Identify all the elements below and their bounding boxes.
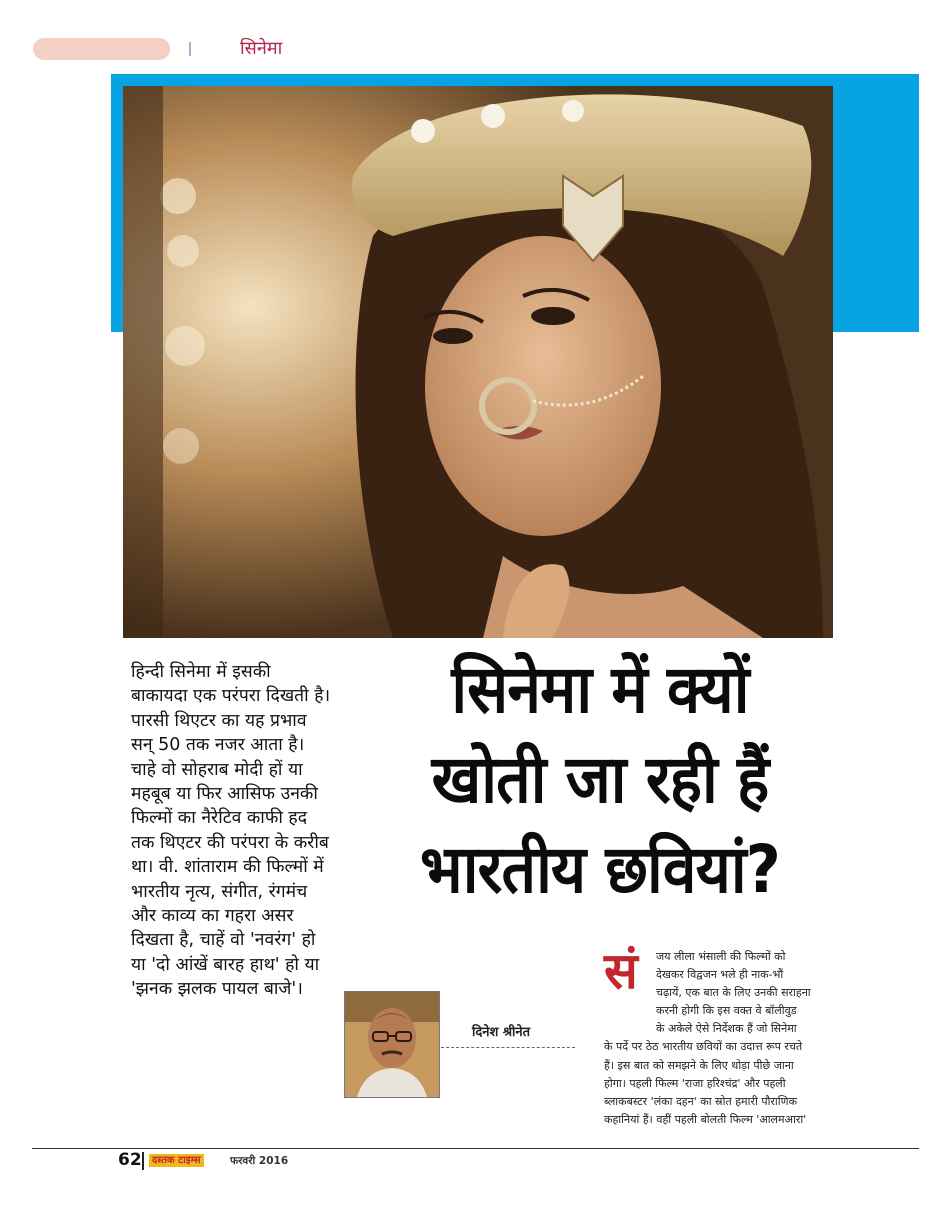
author-leader-line (441, 1047, 575, 1048)
body-line: ब्लाकबस्टर 'लंका दहन' का स्रोत हमारी पौराणिक (604, 1094, 798, 1108)
intro-paragraph: हिन्दी सिनेमा में इसकी बाकायदा एक परंपरा दिखती है। पारसी थिएटर का यह प्रभाव सन् 50 तक नजर आता है। चाहे वो सोहराब मोदी हों या महबूब या फिर आसिफ उनकी फिल्मों का नैरेटिव काफी हद तक थिएटर की परंपरा के करीब था। वी. शांताराम की फिल्मों में भारतीय नृत्य, संगीत, रंगमंच और काव्य का गहरा असर दिखता है, चाहें वो 'नवरंग' हो या 'दो आंखें बारह हाथ' हो या 'झनक झलक पायल बाजे'। (131, 662, 331, 1000)
issue-date: फरवरी 2016 (230, 1155, 289, 1167)
magazine-logo: दस्तक टाइम्स (149, 1154, 204, 1167)
body-line: करनी होगी कि इस वक्त वे बॉलीवुड (656, 1004, 797, 1018)
intro-column (131, 660, 331, 1002)
headline-line-3: भारतीय छवियां? (420, 831, 780, 908)
body-line: हैं। इस बात को समझने के लिए थोड़ा पीछे जाना (604, 1058, 794, 1072)
dropcap: सं (604, 941, 638, 1000)
author-photo (344, 991, 440, 1098)
body-line: होगा। पहली फिल्म 'राजा हरिश्चंद्र' और पहली (604, 1076, 786, 1090)
section-title: सिनेमा (240, 38, 283, 59)
footer-separator (142, 1152, 144, 1170)
header-separator (189, 42, 191, 56)
article-headline (398, 645, 803, 915)
body-line: के अकेले ऐसे निर्देशक हैं जो सिनेमा (656, 1022, 797, 1036)
body-line: जय लीला भंसाली की फिल्मों को (656, 950, 786, 963)
body-line: देखकर विद्वजन भले ही नाक-भौं (656, 968, 784, 982)
hero-photo (123, 86, 833, 638)
body-line: कहानियां हैं। वहीं पहली बोलती फिल्म 'आलमआरा' (604, 1112, 807, 1126)
body-line: के पर्दे पर ठेठ भारतीय छवियों का उदात्त रूप रचते (604, 1040, 803, 1054)
body-line: चढ़ायें, एक बात के लिए उनकी सराहना (656, 986, 811, 1000)
footer-rule (32, 1148, 919, 1149)
page-number: 62 (118, 1150, 142, 1170)
author-headshot-icon (345, 992, 439, 1097)
article-body (604, 941, 833, 1129)
headline-line-1: सिनेमा में क्यों (451, 651, 749, 728)
author-name: दिनेश श्रीनेत (472, 1025, 531, 1040)
header-decor-pill (33, 38, 170, 60)
headline-line-2: खोती जा रही हैं (431, 741, 769, 818)
portrait-photo-icon (123, 86, 833, 638)
